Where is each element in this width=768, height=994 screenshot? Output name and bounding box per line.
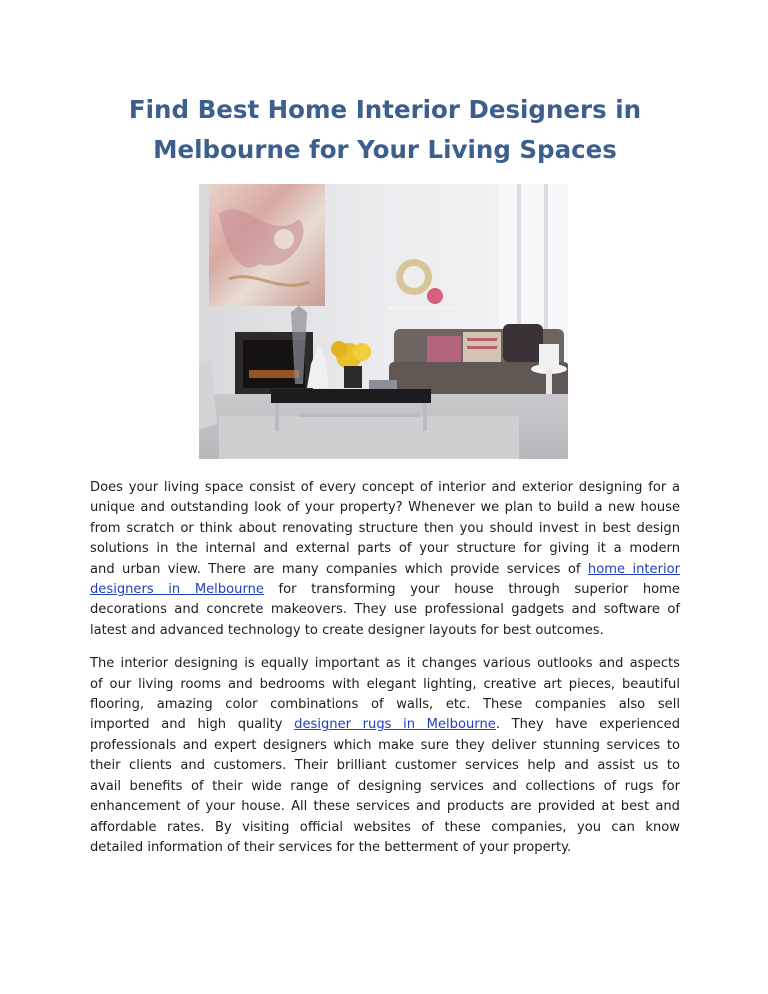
text-segment: and urban view. There are many companies which provide services of: [90, 561, 588, 577]
text-line: [90, 580, 680, 600]
text-segment: . They have experienced: [495, 717, 681, 733]
text-line: of our living rooms and bedrooms with elegant lighting, creative art pieces, beautiful: [90, 676, 680, 692]
paragraph: [90, 654, 680, 858]
text-line: unique and outstanding look of your property? Whenever we plan to build a new house: [90, 500, 680, 516]
text-line: [90, 715, 680, 735]
paragraph: [90, 478, 680, 641]
designer-rugs-link[interactable]: designer rugs in Melbourne: [294, 717, 496, 733]
text-line: The interior designing is equally important as it changes various outlooks and aspects: [90, 656, 680, 672]
page-title: [90, 90, 680, 170]
text-line: detailed information of their services for the betterment of your property.: [90, 839, 572, 855]
text-line: professionals and expert designers which make sure they deliver stunning services to: [90, 737, 680, 753]
text-line: affordable rates. By visiting official websites of these companies, you can know: [90, 819, 680, 835]
article-body: [90, 478, 680, 871]
text-line: avail benefits of their wide range of designing services and collections of rugs for: [90, 778, 680, 794]
text-line: solutions in the internal and external parts of your structure for giving it a modern: [90, 541, 680, 557]
title-line: Find Best Home Interior Designers in: [128, 95, 642, 124]
title-line: Melbourne for Your Living Spaces: [153, 135, 617, 164]
text-line: [90, 560, 680, 580]
home-interior-designers-link-continued[interactable]: designers in Melbourne: [90, 582, 264, 598]
text-line: flooring, amazing color combinations of walls, etc. These companies also sell: [90, 697, 680, 713]
text-segment: for transforming your house through superior home: [263, 582, 680, 598]
living-room-photo: [199, 184, 568, 459]
home-interior-designers-link[interactable]: home interior: [587, 561, 680, 577]
text-segment: imported and high quality: [90, 717, 295, 733]
text-line: decorations and concrete makeovers. They use professional gadgets and software of: [90, 602, 680, 618]
text-line: their clients and customers. Their brilliant customer services help and assist us to: [90, 758, 680, 774]
text-line: Does your living space consist of every concept of interior and exterior designing for a: [90, 480, 680, 495]
text-line: latest and advanced technology to create designer layouts for best outcomes.: [90, 622, 604, 638]
text-line: from scratch or think about renovating structure then you should invest in best design: [90, 520, 680, 536]
text-line: enhancement of your house. All these services and products are provided at best and: [90, 799, 680, 815]
